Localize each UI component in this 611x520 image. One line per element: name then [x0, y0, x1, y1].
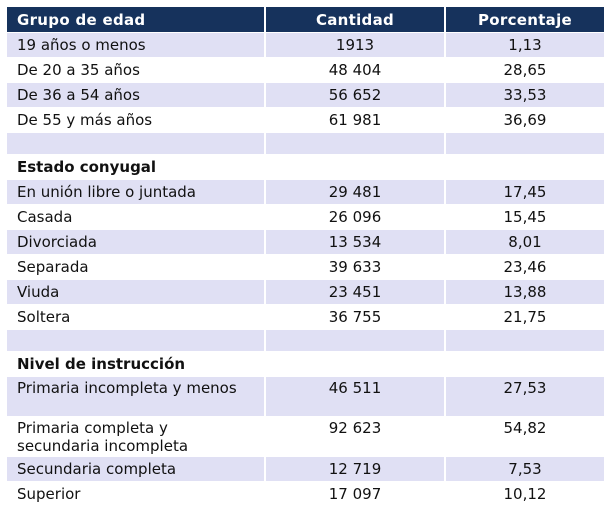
table-row — [7, 482, 604, 507]
row-quantity: 12 719 — [265, 457, 445, 482]
row-percentage: 54,82 — [445, 417, 604, 457]
spacer-row — [7, 330, 604, 352]
spacer-cell — [445, 330, 604, 352]
row-percentage: 36,69 — [445, 108, 604, 133]
row-quantity: 56 652 — [265, 83, 445, 108]
row-quantity: 13 534 — [265, 230, 445, 255]
row-percentage: 21,75 — [445, 305, 604, 330]
row-quantity: 17 097 — [265, 482, 445, 507]
section-header-row — [7, 352, 604, 377]
spacer-cell — [265, 330, 445, 352]
row-percentage: 10,12 — [445, 482, 604, 507]
header-quantity: Cantidad — [265, 7, 445, 33]
table-row — [7, 180, 604, 205]
row-quantity: 61 981 — [265, 108, 445, 133]
row-label: Primaria incompleta y menos — [7, 377, 265, 417]
spacer-cell — [445, 133, 604, 155]
row-label: Superior — [7, 482, 265, 507]
table-row — [7, 255, 604, 280]
row-label: En unión libre o juntada — [7, 180, 265, 205]
table-row — [7, 83, 604, 108]
row-percentage: 17,45 — [445, 180, 604, 205]
spacer-cell — [265, 133, 445, 155]
spacer-row — [7, 133, 604, 155]
row-quantity: 39 633 — [265, 255, 445, 280]
row-percentage: 28,65 — [445, 58, 604, 83]
row-label: Primaria completa y secundaria incompleta — [7, 417, 265, 457]
table-row — [7, 108, 604, 133]
row-quantity: 92 623 — [265, 417, 445, 457]
row-label: De 55 y más años — [7, 108, 265, 133]
row-label: De 20 a 35 años — [7, 58, 265, 83]
row-quantity: 46 511 — [265, 377, 445, 417]
row-percentage: 23,46 — [445, 255, 604, 280]
section-title-marital-status: Estado conyugal — [7, 155, 265, 180]
row-quantity: 1913 — [265, 33, 445, 58]
table-row — [7, 280, 604, 305]
table-row — [7, 58, 604, 83]
spacer-cell — [7, 330, 265, 352]
row-label: De 36 a 54 años — [7, 83, 265, 108]
row-quantity: 29 481 — [265, 180, 445, 205]
table-row — [7, 377, 604, 417]
statistics-table — [7, 7, 604, 507]
header-percentage: Porcentaje — [445, 7, 604, 33]
section-title-education: Nivel de instrucción — [7, 352, 265, 377]
table-row — [7, 33, 604, 58]
row-quantity: 36 755 — [265, 305, 445, 330]
row-quantity: 48 404 — [265, 58, 445, 83]
section-empty-cell — [445, 352, 604, 377]
row-label: Separada — [7, 255, 265, 280]
row-label: Divorciada — [7, 230, 265, 255]
row-percentage: 1,13 — [445, 33, 604, 58]
section-header-row — [7, 155, 604, 180]
row-percentage: 15,45 — [445, 205, 604, 230]
row-percentage: 13,88 — [445, 280, 604, 305]
row-percentage: 7,53 — [445, 457, 604, 482]
section-empty-cell — [265, 352, 445, 377]
row-percentage: 8,01 — [445, 230, 604, 255]
spacer-cell — [7, 133, 265, 155]
row-percentage: 27,53 — [445, 377, 604, 417]
row-quantity: 23 451 — [265, 280, 445, 305]
row-percentage: 33,53 — [445, 83, 604, 108]
table-header-row — [7, 7, 604, 33]
table-row — [7, 205, 604, 230]
row-label: Casada — [7, 205, 265, 230]
row-quantity: 26 096 — [265, 205, 445, 230]
section-empty-cell — [445, 155, 604, 180]
table-row — [7, 230, 604, 255]
statistics-table-container — [7, 7, 604, 507]
section-empty-cell — [265, 155, 445, 180]
header-age-group: Grupo de edad — [7, 7, 265, 33]
row-label: Secundaria completa — [7, 457, 265, 482]
row-label: 19 años o menos — [7, 33, 265, 58]
table-row — [7, 305, 604, 330]
row-label: Soltera — [7, 305, 265, 330]
row-label: Viuda — [7, 280, 265, 305]
table-row — [7, 457, 604, 482]
table-row — [7, 417, 604, 457]
